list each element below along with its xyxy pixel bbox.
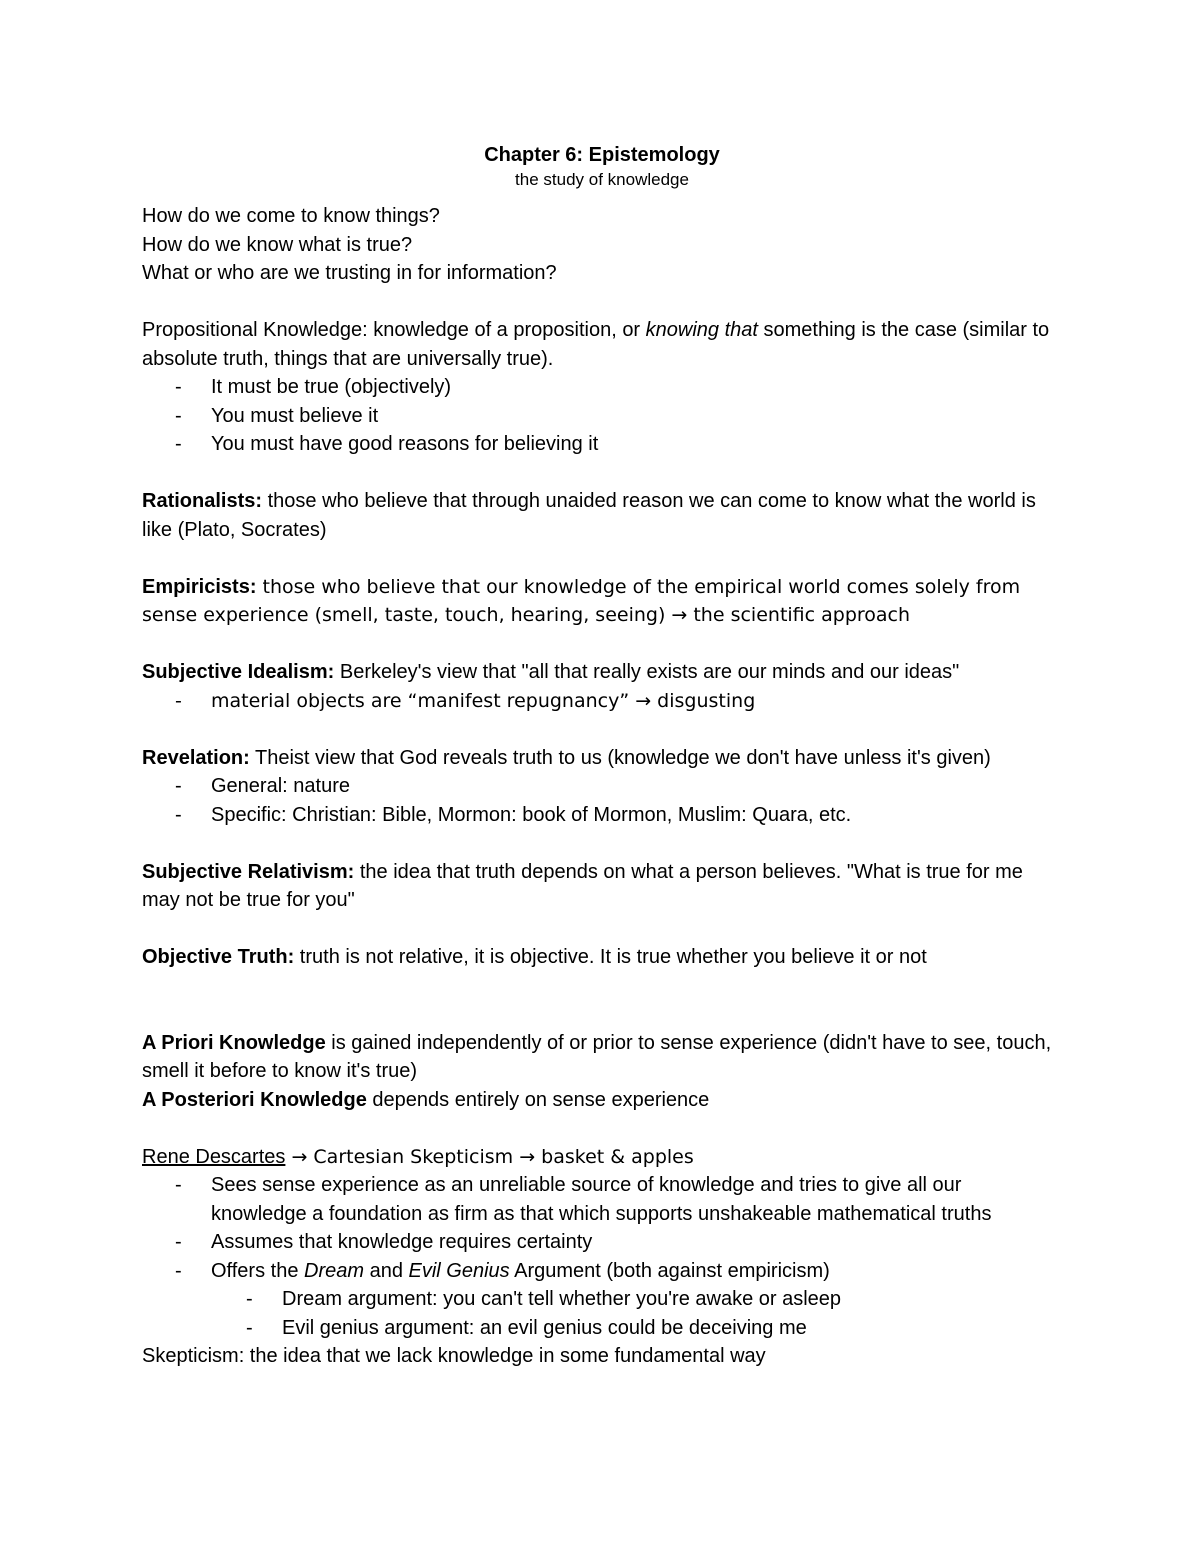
document-body: [142, 142, 1062, 1371]
subjective-idealism-term: Subjective Idealism:: [142, 661, 335, 683]
a-posteriori-term: A Posteriori Knowledge: [142, 1088, 367, 1111]
descartes-bullet-3-and: and: [364, 1259, 409, 1282]
empiricists-text: those who believe that our knowledge of the empirical world comes solely from sense experience (smell, taste, touch, hearing, seeing) → the scientific approach: [142, 575, 1021, 626]
subjective-relativism-paragraph: [142, 858, 1062, 915]
rationalists-text: those who believe that through unaided reason we can come to know what the world is like (Plato, Socrates): [142, 490, 1036, 541]
propositional-bullet-3: - You must have good reasons for believing it: [142, 430, 1062, 459]
descartes-bullet-1: - Sees sense experience as an unreliable source of knowledge and tries to give all our knowledge a foundation as firm as that which supports unshakeable mathematical truths: [142, 1171, 1062, 1228]
skepticism-definition: Skepticism: the idea that we lack knowledge in some fundamental way: [142, 1345, 766, 1367]
a-posteriori-text: depends entirely on sense experience: [366, 1088, 710, 1111]
a-posteriori-paragraph: [142, 1086, 1062, 1115]
subjective-relativism-term: Subjective Relativism:: [142, 860, 355, 883]
descartes-bullet-3-prefix: Offers the: [211, 1259, 305, 1282]
descartes-rest: → Cartesian Skepticism → basket & apples: [285, 1145, 694, 1168]
rationalists-paragraph: [142, 487, 1062, 544]
rationalists-term: Rationalists:: [142, 490, 263, 512]
question-3: What or who are we trusting in for information?: [142, 262, 557, 284]
propositional-suffix: something is the case (similar to absolute truth, things that are universally true).: [142, 319, 1050, 370]
a-priori-text: is gained independently of or prior to sense experience (didn't have to see, touch, smell it before to know it's true): [142, 1031, 1052, 1082]
descartes-bullet-3: [142, 1257, 1062, 1286]
descartes-bullet-2: - Assumes that knowledge requires certainty: [142, 1228, 1062, 1257]
a-priori-paragraph: [142, 1029, 1062, 1086]
propositional-italic: knowing that: [645, 319, 758, 341]
descartes-bullet-3-suffix: Argument (both against empiricism): [509, 1259, 830, 1282]
revelation-paragraph: [142, 744, 1062, 773]
page-title: Chapter 6: Epistemology: [484, 144, 720, 166]
descartes-heading: [142, 1143, 1062, 1172]
revelation-text: Theist view that God reveals truth to us (knowledge we don't have unless it's given): [249, 746, 991, 769]
a-priori-term: A Priori Knowledge: [142, 1031, 326, 1054]
question-1: How do we come to know things?: [142, 205, 440, 227]
revelation-term: Revelation:: [142, 746, 250, 769]
objective-truth-paragraph: [142, 943, 1062, 972]
empiricists-term: Empiricists:: [142, 575, 257, 598]
revelation-bullet-2: - Specific: Christian: Bible, Mormon: book of Mormon, Muslim: Quara, etc.: [142, 801, 1062, 830]
dream-argument-bullet: - Dream argument: you can't tell whether you're awake or asleep: [142, 1285, 1062, 1314]
subjective-idealism-bullet: - material objects are “manifest repugnancy” → disgusting: [142, 687, 1062, 716]
subjective-idealism-paragraph: [142, 658, 1062, 687]
subjective-relativism-text: the idea that truth depends on what a person believes. "What is true for me may not be true for you": [142, 860, 1023, 911]
empiricists-paragraph: [142, 573, 1062, 630]
revelation-bullet-1: - General: nature: [142, 772, 1062, 801]
objective-truth-term: Objective Truth:: [142, 946, 295, 968]
propositional-prefix: Propositional Knowledge: knowledge of a proposition, or: [142, 319, 646, 341]
question-2: How do we know what is true?: [142, 233, 413, 256]
page-subtitle: the study of knowledge: [515, 170, 689, 189]
propositional-bullet-2: - You must believe it: [142, 402, 1062, 431]
objective-truth-text: truth is not relative, it is objective. It is true whether you believe it or not: [294, 946, 927, 968]
subjective-idealism-text: Berkeley's view that "all that really exists are our minds and our ideas": [334, 661, 960, 683]
evil-genius-bullet: - Evil genius argument: an evil genius could be deceiving me: [142, 1314, 1062, 1343]
evil-genius-term: Evil Genius: [408, 1259, 510, 1282]
propositional-paragraph: [142, 316, 1062, 373]
dream-term: Dream: [304, 1259, 365, 1282]
descartes-name: Rene Descartes: [142, 1145, 286, 1168]
propositional-bullet-1: - It must be true (objectively): [142, 373, 1062, 402]
